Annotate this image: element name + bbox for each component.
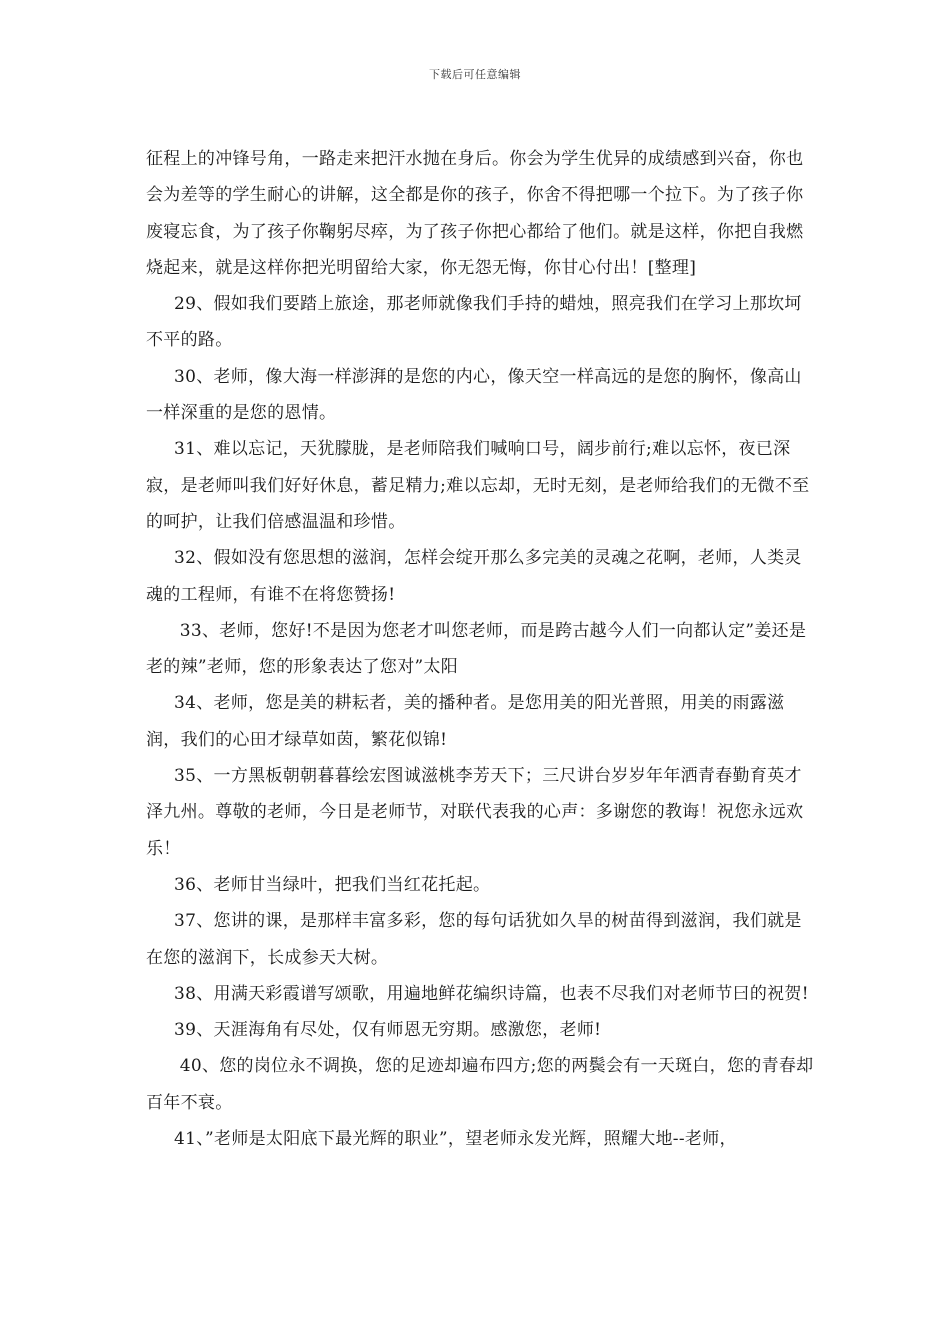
paragraph-item-31: 31、难以忘记，天犹朦胧，是老师陪我们喊响口号，阔步前行;难以忘怀，夜已深寂，是老师叫我们好好休息，蓄足精力;难以忘却，无时无刻，是老师给我们的无微不至的呵护，让我们倍感温温和珍惜。 <box>146 439 810 532</box>
document-body <box>146 141 814 1157</box>
paragraph-item-38: 38、用满天彩霞谱写颂歌，用遍地鲜花编织诗篇，也表不尽我们对老师节曰的祝贺! <box>174 983 809 1004</box>
paragraph-item-35: 35、一方黑板朝朝暮暮绘宏图诚滋桃李芳天下；三尺讲台岁岁年年洒青春勤育英才泽九州。尊敬的老师，今日是老师节，对联代表我的心声：多谢您的教诲！祝您永远欢乐！ <box>146 766 804 859</box>
paragraph-continuation: 征程上的冲锋号角，一路走来把汗水抛在身后。你会为学生优异的成绩感到兴奋，你也会为差等的学生耐心的讲解，这全都是你的孩子，你舍不得把哪一个拉下。为了孩子你废寝忘食，为了孩子你鞠躬尽瘁，为了孩子你把心都给了他们。就是这样，你把自我燃烧起来，就是这样你把光明留给大家，你无怨无悔，你甘心付出！[整理] <box>146 149 804 278</box>
paragraph-item-29: 29、假如我们要踏上旅途，那老师就像我们手持的蜡烛，照亮我们在学习上那坎坷不平的路。 <box>146 294 802 351</box>
paragraph-item-39: 39、天涯海角有尽处，仅有师恩无穷期。感激您，老师! <box>174 1020 602 1041</box>
paragraph-item-37: 37、您讲的课，是那样丰富多彩，您的每句话犹如久旱的树苗得到滋润，我们就是在您的滋润下，长成参天大树。 <box>146 911 802 968</box>
paragraph-item-30: 30、老师，像大海一样澎湃的是您的内心，像天空一样高远的是您的胸怀，像高山一样深重的是您的恩情。 <box>146 366 802 424</box>
paragraph-item-33: 33、老师，您好!不是因为您老才叫您老师，而是跨古越今人们一向都认定”姜还是老的辣”老师，您的形象表达了您对”太阳 <box>146 620 807 678</box>
paragraph-item-41: 41、”老师是太阳底下最光辉的职业”，望老师永发光辉，照耀大地--老师， <box>174 1129 737 1150</box>
paragraph-item-40: 40、您的岗位永不调换，您的足迹却遍布四方;您的两鬓会有一天斑白，您的青春却百年不衰。 <box>146 1056 814 1113</box>
paragraph-item-32: 32、假如没有您思想的滋润，怎样会绽开那么多完美的灵魂之花啊，老师，人类灵魂的工程师，有谁不在将您赞扬! <box>146 548 802 605</box>
page-header: 下载后可任意编辑 <box>429 68 521 81</box>
paragraph-item-36: 36、老师甘当绿叶，把我们当红花托起。 <box>174 874 491 895</box>
paragraph-item-34: 34、老师，您是美的耕耘者，美的播种者。是您用美的阳光普照，用美的雨露滋润，我们的心田才绿草如茵，繁花似锦! <box>146 693 785 750</box>
